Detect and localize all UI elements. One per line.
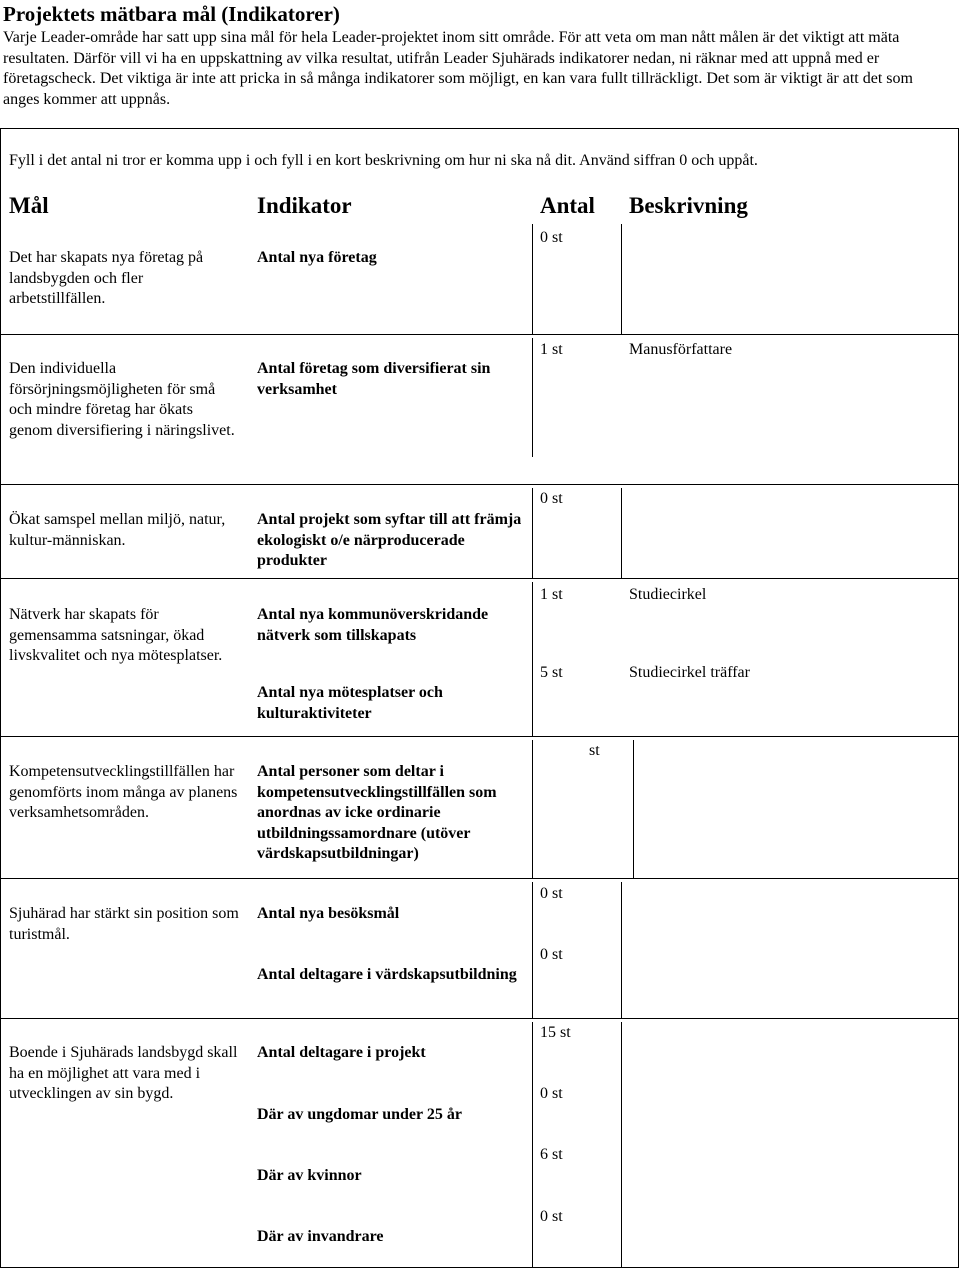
count-value: st: [589, 742, 600, 759]
header-indicator: Indikator: [257, 193, 352, 218]
column-divider: [532, 338, 533, 457]
indicator-label: Antal nya kommunöverskridande nätverk som tillskapats: [257, 606, 489, 644]
indicator-label: Antal nya besöksmål: [257, 905, 400, 922]
goal-text: Boende i Sjuhärads landsbygd skall ha en möjlighet att vara med i utvecklingen av sin bygd.: [9, 1044, 238, 1102]
count-value: 0 st: [540, 1085, 563, 1102]
count-value: 5 st: [540, 664, 563, 681]
header-goal: Mål: [9, 193, 49, 218]
count-value: 0 st: [540, 946, 563, 963]
column-divider: [532, 740, 533, 878]
goal-text: Det har skapats nya företag på landsbygden och fler arbetstillfällen.: [9, 249, 204, 307]
column-divider: [532, 224, 533, 334]
instruction-text: Fyll i det antal ni tror er komma upp i och fyll i en kort beskrivning om hur ni ska nå dit. Använd siffran 0 och uppåt.: [9, 152, 758, 169]
indicator-label: Där av invandrare: [257, 1228, 384, 1245]
header-description: Beskrivning: [629, 193, 748, 218]
description-value: Studiecirkel: [629, 586, 707, 603]
count-value: 15 st: [540, 1024, 571, 1041]
count-value: 0 st: [540, 490, 563, 507]
count-value: 1 st: [540, 586, 563, 603]
column-divider: [621, 488, 622, 578]
indicator-label: Antal deltagare i värdskapsutbildning: [257, 966, 517, 983]
indicator-label: Antal nya företag: [257, 249, 377, 266]
column-divider: [532, 882, 533, 1018]
page-title: Projektets mätbara mål (Indikatorer): [3, 2, 340, 26]
indicator-label: Antal företag som diversifierat sin verksamhet: [257, 360, 491, 398]
column-divider: [532, 582, 533, 736]
goal-text: Den individuella försörjningsmöjligheten för små och mindre företag har ökats genom diversifiering i näringslivet.: [9, 360, 235, 439]
column-divider: [621, 882, 622, 1018]
goal-text: Ökat samspel mellan miljö, natur, kultur-människan.: [9, 511, 226, 549]
indicator-label: Antal projekt som syftar till att främja ekologiskt o/e närproducerade produkter: [257, 511, 522, 569]
row-divider: [0, 578, 959, 579]
column-divider: [621, 224, 622, 334]
count-value: 6 st: [540, 1146, 563, 1163]
description-value: Manusförfattare: [629, 341, 733, 358]
description-value: Studiecirkel träffar: [629, 664, 750, 681]
indicator-label: Antal deltagare i projekt: [257, 1044, 426, 1061]
count-value: 0 st: [540, 1208, 563, 1225]
column-divider: [532, 1022, 533, 1268]
row-divider: [0, 484, 959, 485]
column-divider: [532, 488, 533, 578]
column-divider: [633, 740, 634, 878]
count-value: 0 st: [540, 229, 563, 246]
intro-paragraph: Varje Leader-område har satt upp sina mål för hela Leader-projektet inom sitt område. För att veta om man nått målen är det viktigt att mäta resultaten. Därför vill vi ha en uppskattning av vilka resultat, utifrån Leader Sjuhärads indikatorer nedan, ni räknar med att uppnå med er företagscheck. Det viktiga är inte att pricka in så många indikatorer som möjligt, en kan vara fullt tillräckligt. Det som är viktigt är att det som anges kommer att uppnås.: [3, 29, 913, 108]
indicator-label: Antal nya mötesplatser och kulturaktiviteter: [257, 684, 443, 722]
row-divider: [0, 736, 959, 737]
count-value: 1 st: [540, 341, 563, 358]
goal-text: Nätverk har skapats för gemensamma satsningar, ökad livskvalitet och nya mötesplatser.: [9, 606, 223, 664]
indicator-label: Där av ungdomar under 25 år: [257, 1106, 462, 1123]
indicator-label: Där av kvinnor: [257, 1167, 362, 1184]
indicator-label: Antal personer som deltar i kompetensutvecklingstillfällen som anordnas av icke ordinarie utbildningssamordnare (utöver värdskapsutbildningar): [257, 763, 497, 862]
row-divider: [0, 1018, 959, 1019]
count-value: 0 st: [540, 885, 563, 902]
row-divider: [0, 334, 959, 335]
goal-text: Sjuhärad har stärkt sin position som turistmål.: [9, 905, 239, 943]
goal-text: Kompetensutvecklingstillfällen har genomförts inom många av planens verksamhetsområden.: [9, 763, 238, 821]
header-count: Antal: [540, 193, 595, 218]
row-divider: [0, 878, 959, 879]
column-divider: [621, 1022, 622, 1268]
